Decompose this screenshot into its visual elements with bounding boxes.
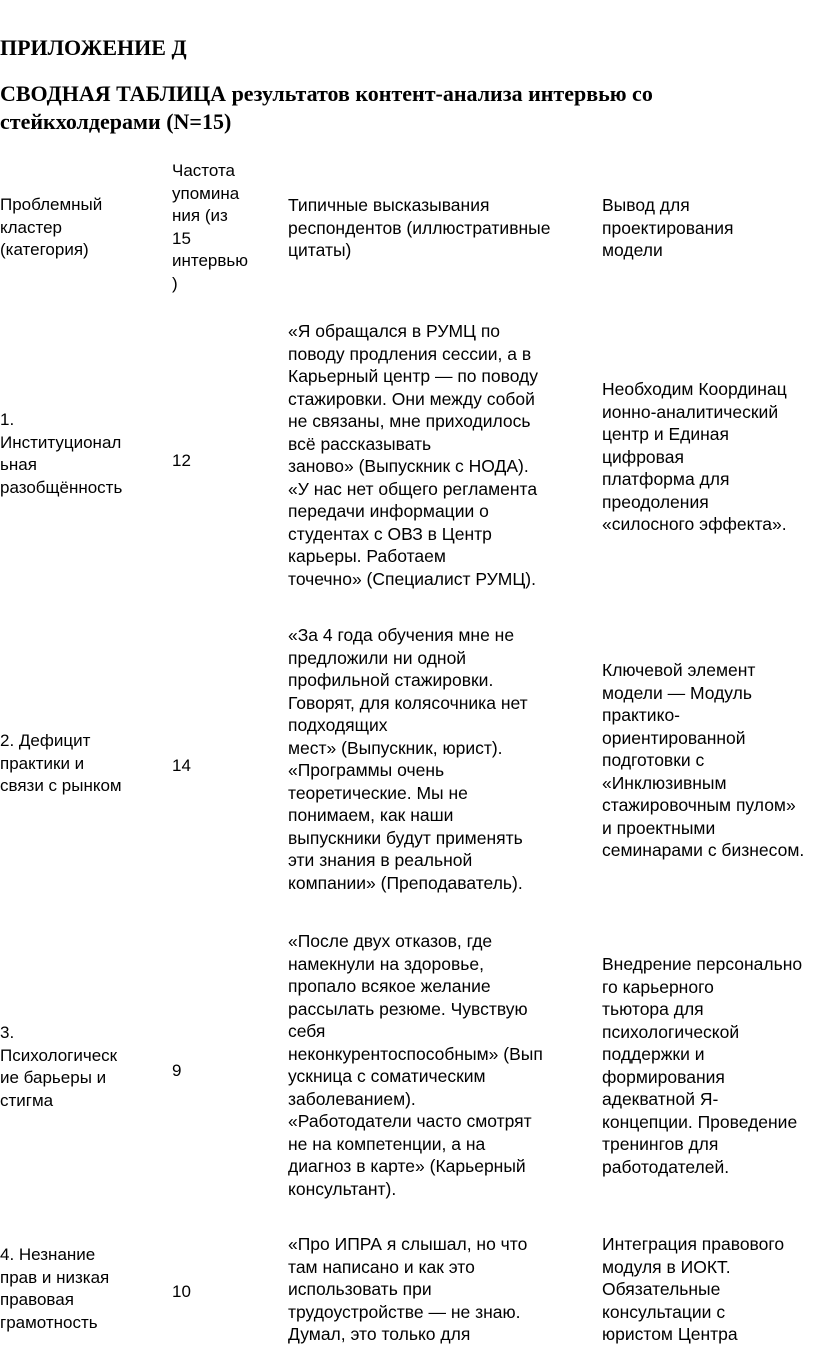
row-cluster: 3. Психологическ ие барьеры и стигма	[0, 1023, 118, 1110]
row-quotes: «Про ИПРА я слышал, но что там написано и как это использовать при трудоустройстве — не знаю. Думал, это только для	[288, 1234, 528, 1344]
row-conclusion: Интеграция правового модуля в ИОКТ. Обязательные консультации с юристом Центра	[602, 1234, 785, 1344]
row-quotes: «Я обращался в РУМЦ по поводу продления сессии, а в Карьерный центр — по поводу стажировки. Они между собой не связаны, мне приходилось всё рассказывать заново» (Выпускник с НОДА). «У нас нет общего регламента передачи информации о студентах с ОВЗ в Центр карьеры. Работаем точечно» (Специалист РУМЦ).	[288, 321, 539, 589]
row-frequency: 14	[172, 756, 191, 775]
header-conclusion: Вывод для проектирования модели	[602, 195, 734, 260]
row-conclusion: Ключевой элемент модели — Модуль практико- ориентированной подготовки с «Инклюзивным стажировочным пулом» и проектными семинарами с бизнесом.	[602, 660, 805, 860]
row-quotes: «После двух отказов, где намекнули на здоровье, пропало всякое желание рассылать резюме. Чувствую себя неконкурентоспособным» (Вып ускница с соматическим заболеванием). «Работодатели часто смотрят не на компетенции, а на диагноз в карте» (Карьерный консультант).	[288, 931, 543, 1199]
row-conclusion: Внедрение персонально го карьерного тьютора для психологической поддержки и формирования адекватной Я- концепции. Проведение тренингов для работодателей.	[602, 954, 803, 1177]
row-frequency: 9	[172, 1061, 182, 1080]
header-frequency: Частота упомина ния (из 15 интервью )	[172, 161, 249, 293]
table-title: СВОДНАЯ ТАБЛИЦА результатов контент-анализа интервью со стейкхолдерами (N=15)	[0, 81, 653, 134]
row-cluster: 1. Институционал ьная разобщённость	[0, 410, 123, 497]
row-frequency: 12	[172, 451, 191, 470]
row-quotes: «За 4 года обучения мне не предложили ни одной профильной стажировки. Говорят, для колясочника нет подходящих мест» (Выпускник, юрист). «Программы очень теоретические. Мы не понимаем, как наши выпускники будут применять эти знания в реальной компании» (Преподаватель).	[288, 625, 528, 893]
header-cluster: Проблемный кластер (категория)	[0, 195, 103, 259]
row-cluster: 2. Дефицит практики и связи с рынком	[0, 731, 122, 795]
header-quotes: Типичные высказывания респондентов (иллюстративные цитаты)	[288, 195, 551, 260]
appendix-title: ПРИЛОЖЕНИЕ Д	[0, 35, 187, 60]
row-frequency: 10	[172, 1282, 191, 1301]
row-conclusion: Необходим Координац ионно-аналитический центр и Единая цифровая платформа для преодоления «силосного эффекта».	[602, 379, 787, 534]
row-cluster: 4. Незнание прав и низкая правовая грамотность	[0, 1245, 110, 1332]
